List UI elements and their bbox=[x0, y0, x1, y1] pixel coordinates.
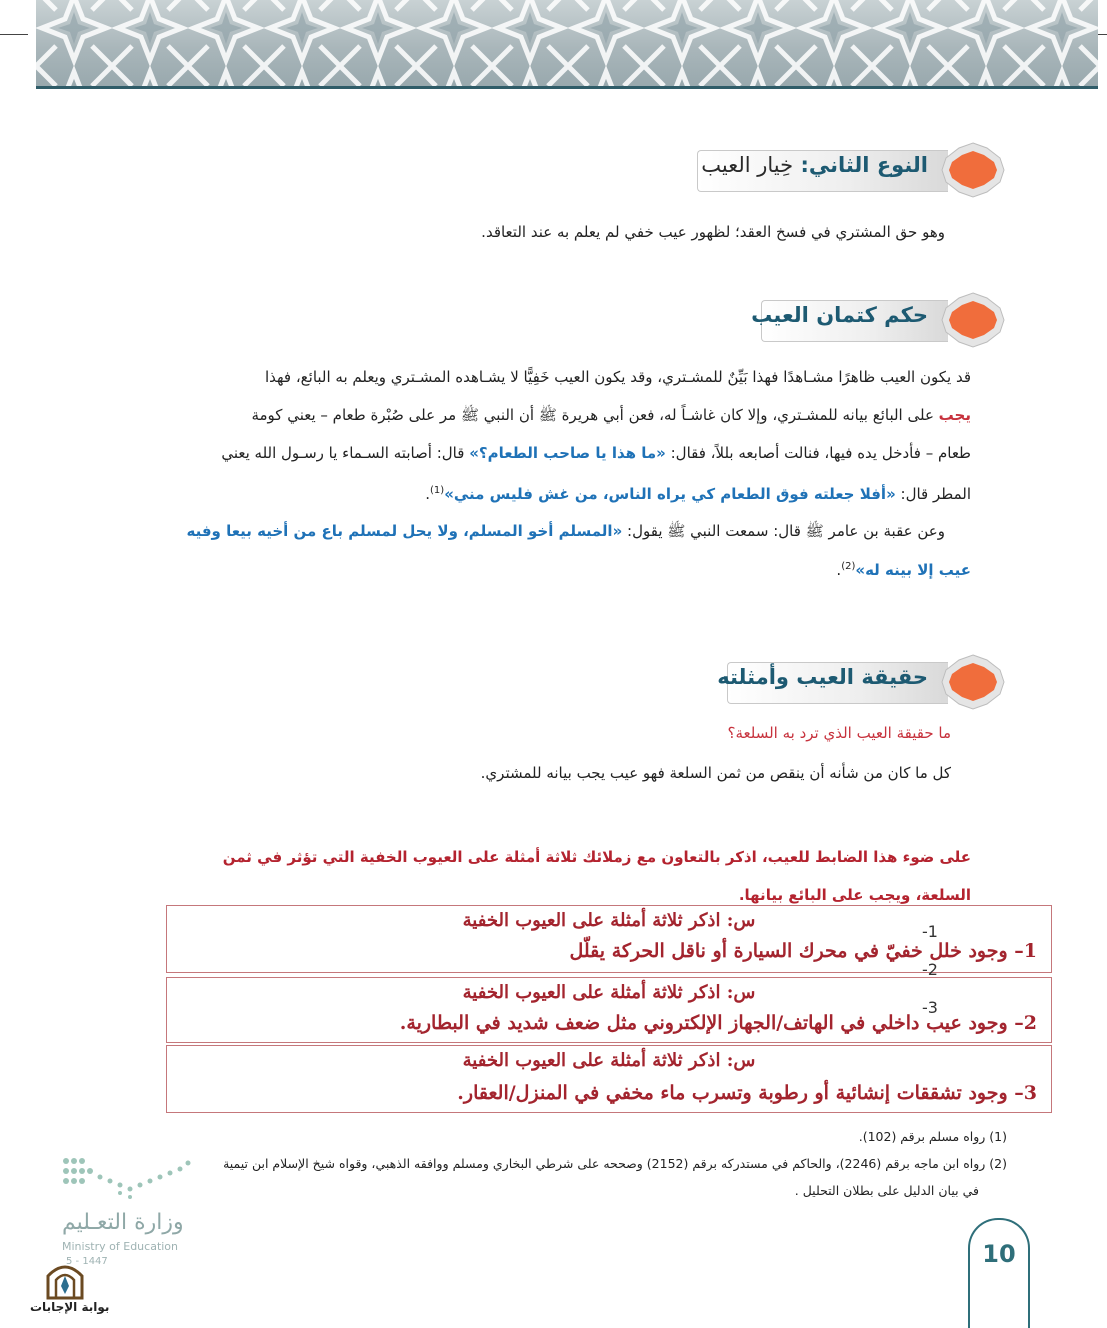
geometric-pattern-icon bbox=[36, 0, 1098, 88]
ministry-logo-icon bbox=[60, 1155, 200, 1201]
page-number-tab bbox=[968, 1218, 1030, 1328]
octagon-badge-icon bbox=[940, 292, 1006, 348]
section-heading-text: النوع الثاني: خِيار العيب bbox=[701, 153, 928, 177]
body-line: المطر قال: «أفلا جعلته فوق الطعام كي يراه الناس، من غش فليس مني»$^{(1)}$. bbox=[425, 485, 971, 503]
ministry-name-english: Ministry of Education bbox=[62, 1240, 179, 1253]
item-number: 2- bbox=[922, 960, 938, 979]
header-banner bbox=[36, 0, 1098, 88]
ministry-name-arabic: وزارة التعـليم bbox=[62, 1210, 184, 1235]
footnote: في بيان الدليل على بطلان التحليل . bbox=[794, 1183, 979, 1198]
body-line: قد يكون العيب ظاهرًا مشـاهدًا فهذا بَيِّنٌ للمشـتري، وقد يكون العيب خَفِيًّا لا يشـاهده المشـتري ويعلم به البائع، فهذا bbox=[264, 368, 971, 386]
section-heading-haqiqa bbox=[717, 654, 1006, 710]
question-text: ما حقيقة العيب الذي ترد به السلعة؟ bbox=[727, 724, 951, 742]
section-heading-text: حكم كتمان العيب bbox=[751, 303, 928, 327]
activity-instruction: على ضوء هذا الضابط للعيب، اذكر بالتعاون مع زملائك ثلاثة أمثلة على العيوب الخفية التي تؤثر في ثمن bbox=[222, 848, 971, 866]
footnote-ref: (2) bbox=[841, 561, 856, 572]
section-heading-kitman bbox=[751, 292, 1006, 348]
item-number: 3- bbox=[922, 998, 938, 1017]
answer-text: 3– وجود تشققات إنشائية أو رطوبة وتسرب ماء مخفي في المنزل/العقار. bbox=[457, 1082, 1037, 1104]
answer-question: س: اذكر ثلاثة أمثلة على العيوب الخفية bbox=[462, 1050, 756, 1071]
body-line: وعن عقبة بن عامر ﷺ قال: سمعت النبي ﷺ يقول: «المسلم أخو المسلم، ولا يحل لمسلم باع من أخيه بيعا وفيه bbox=[186, 522, 945, 540]
section-heading-khiyar bbox=[690, 142, 1006, 198]
item-number: 1- bbox=[922, 922, 938, 941]
footnote: (2) رواه ابن ماجه برقم (2246)، والحاكم في مستدركه برقم (2152) وصححه على شرطي البخاري ومسلم ووافقه الذهبي، وقواه شيخ الإسلام ابن تيمية bbox=[223, 1156, 1007, 1171]
footnote-ref: (1) bbox=[430, 485, 445, 496]
answer-question: س: اذكر ثلاثة أمثلة على العيوب الخفية bbox=[462, 910, 756, 931]
portal-logo-icon bbox=[44, 1258, 86, 1300]
answer-box[interactable] bbox=[166, 977, 1052, 1043]
body-line: يجب على البائع بيانه للمشـتري، وإلا كان غاشـاً له، فعن أبي هريرة ﷺ أن النبي ﷺ مر على صُبْرة طعام – يعني كومة bbox=[251, 406, 971, 424]
body-line: طعام – فأدخل يده فيها، فنالت أصابعه بللاً، فقال: «ما هذا يا صاحب الطعام؟» قال: أصابته السـماء يا رسـول الله يعني bbox=[221, 444, 971, 462]
body-line: عيب إلا بينه له»$^{(2)}$. bbox=[836, 561, 971, 579]
answer-text: كل ما كان من شأنه أن ينقص من ثمن السلعة فهو عيب يجب بيانه للمشتري. bbox=[480, 764, 951, 782]
crop-mark bbox=[0, 34, 28, 35]
portal-name: بوابة الإجابات bbox=[30, 1300, 110, 1314]
octagon-badge-icon bbox=[940, 654, 1006, 710]
definition-text: وهو حق المشتري في فسخ العقد؛ لظهور عيب خفي لم يعلم به عند التعاقد. bbox=[481, 223, 945, 241]
answer-text: 1– وجود خلل خفيّ في محرك السيارة أو ناقل الحركة يقلّل bbox=[569, 940, 1037, 962]
section-heading-text: حقيقة العيب وأمثلته bbox=[717, 665, 928, 689]
page-number: 10 bbox=[982, 1240, 1016, 1268]
answer-box[interactable] bbox=[166, 905, 1052, 973]
answer-question: س: اذكر ثلاثة أمثلة على العيوب الخفية bbox=[462, 982, 756, 1003]
footnote: (1) رواه مسلم برقم (102). bbox=[858, 1129, 1007, 1144]
banner-divider bbox=[36, 86, 1098, 89]
answer-box[interactable] bbox=[166, 1045, 1052, 1113]
ministry-year: 5 - 1447 bbox=[66, 1256, 108, 1267]
answer-text: 2– وجود عيب داخلي في الهاتف/الجهاز الإلكتروني مثل ضعف شديد في البطارية. bbox=[399, 1012, 1037, 1034]
octagon-badge-icon bbox=[940, 142, 1006, 198]
activity-instruction: السلعة، ويجب على البائع بيانها. bbox=[738, 886, 971, 904]
